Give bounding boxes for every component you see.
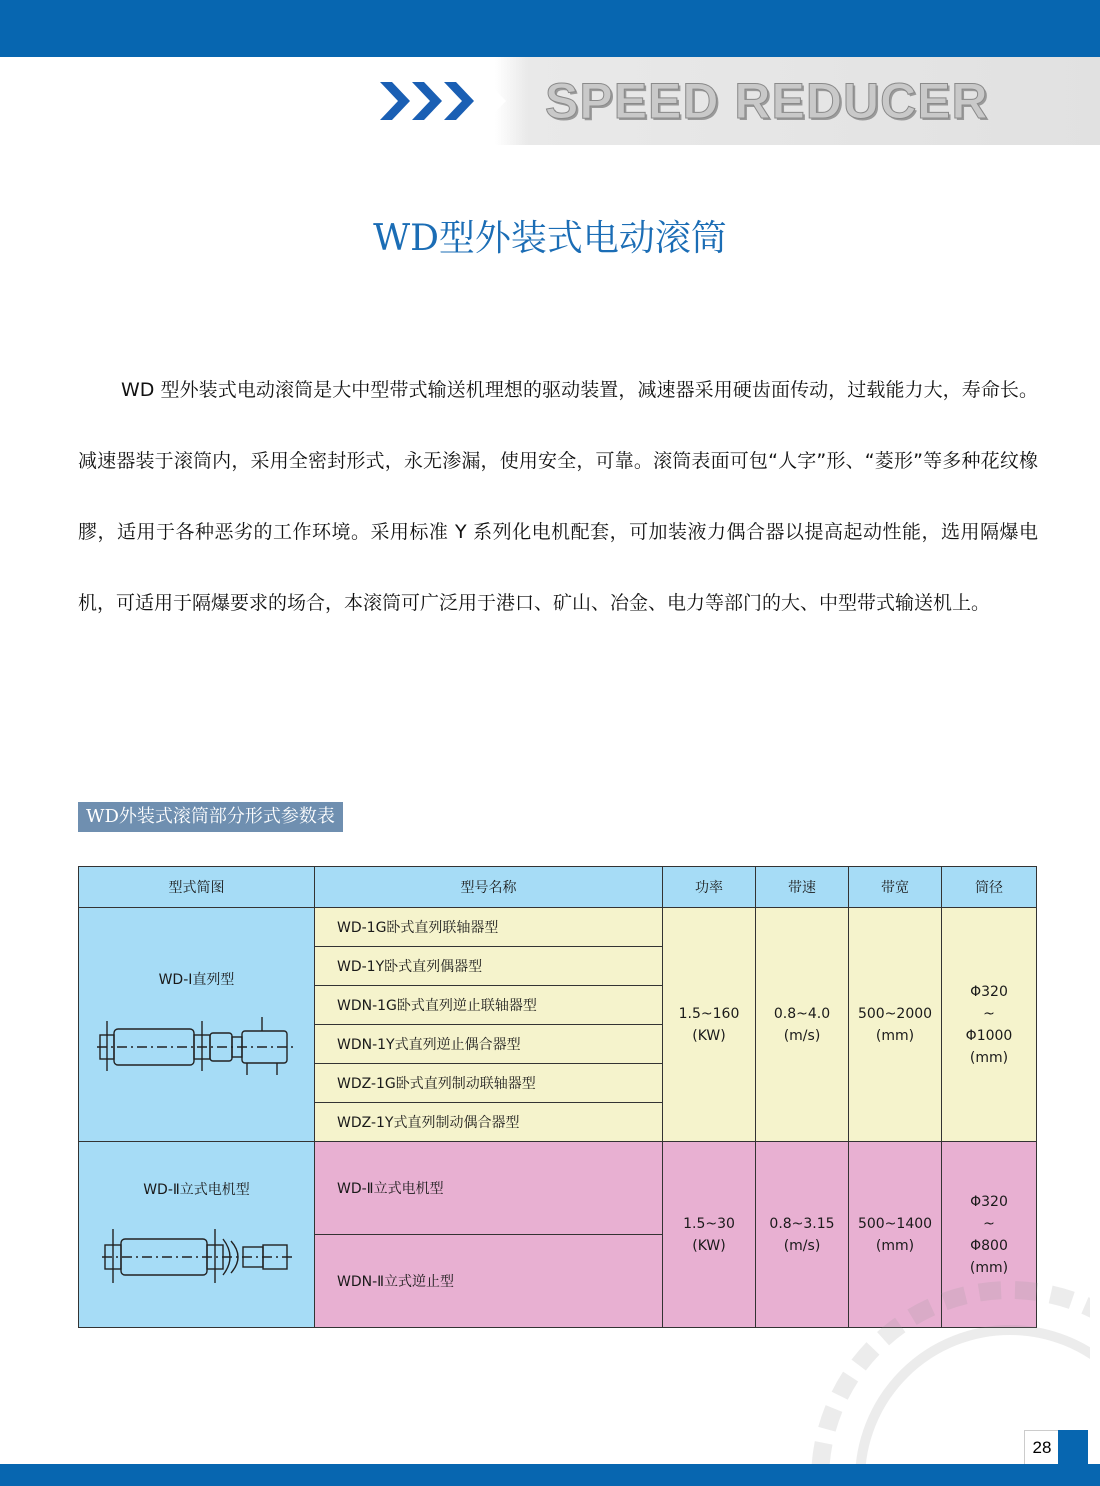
- model-cell: WDN-Ⅱ立式逆止型: [315, 1235, 663, 1328]
- group2-power-unit: (KW): [692, 1237, 726, 1254]
- group1-width-value: 500~2000: [857, 1005, 933, 1022]
- group1-width-unit: (mm): [875, 1027, 915, 1044]
- header-width: 带宽: [849, 867, 942, 908]
- table-row: [79, 1142, 1037, 1235]
- model-cell: WDZ-1Y式直列制动偶合器型: [315, 1103, 663, 1142]
- group2-name: WD-Ⅱ立式电机型: [143, 1181, 250, 1198]
- group2-power: [663, 1142, 756, 1328]
- group1-diagram-cell: [79, 908, 315, 1142]
- group2-dia-sep: ~: [983, 1215, 995, 1232]
- vertical-motor-drum-diagram-icon: [97, 1221, 297, 1291]
- intro-paragraph: WD 型外装式电动滚筒是大中型带式输送机理想的驱动装置，减速器采用硬齿面传动，过载能力大，寿命长。减速器装于滚筒内，采用全密封形式，永无渗漏，使用安全，可靠。滚筒表面可包“人字”形、“菱形”等多种花纹橡膠，适用于各种恶劣的工作环境。采用标准 Y 系列化电机配套，可加装液力偶合器以提高起动性能，选用隔爆电机，可适用于隔爆要求的场合，本滚筒可广泛用于港口、矿山、冶金、电力等部门的大、中型带式输送机上。: [78, 379, 1038, 614]
- bottom-bar: [0, 1464, 1100, 1486]
- group1-dia-min: Φ320: [970, 983, 1008, 1000]
- group1-name: WD-Ⅰ直列型: [158, 971, 235, 988]
- group1-speed-unit: (m/s): [783, 1027, 821, 1044]
- header-diameter: 筒径: [942, 867, 1037, 908]
- page-title: WD型外装式电动滚筒: [373, 218, 727, 259]
- group1-dia-unit: (mm): [969, 1049, 1009, 1066]
- group2-dia-unit: (mm): [969, 1259, 1009, 1276]
- group1-dia-sep: ~: [983, 1005, 995, 1022]
- group2-speed-value: 0.8~3.15: [769, 1215, 835, 1232]
- header-power: 功率: [663, 867, 756, 908]
- header-diagram: 型式简图: [79, 867, 315, 908]
- chevron-arrows-icon: [380, 82, 474, 120]
- header-model: 型号名称: [315, 867, 663, 908]
- model-cell: WDN-1Y式直列逆止偶合器型: [315, 1025, 663, 1064]
- header-speed: 带速: [756, 867, 849, 908]
- group1-power: [663, 908, 756, 1142]
- top-bar: [0, 0, 1100, 57]
- table-row: [79, 908, 1037, 947]
- group2-power-value: 1.5~30: [683, 1215, 735, 1232]
- group1-speed: [756, 908, 849, 1142]
- group2-dia-min: Φ320: [970, 1193, 1008, 1210]
- group2-width-unit: (mm): [875, 1237, 915, 1254]
- model-cell: WDN-1G卧式直列逆止联轴器型: [315, 986, 663, 1025]
- page-number-tab: [1058, 1430, 1088, 1464]
- group2-speed-unit: (m/s): [783, 1237, 821, 1254]
- group2-width-value: 500~1400: [857, 1215, 933, 1232]
- group1-power-value: 1.5~160: [678, 1005, 740, 1022]
- group1-power-unit: (KW): [692, 1027, 726, 1044]
- group1-speed-value: 0.8~4.0: [773, 1005, 831, 1022]
- group1-diameter: [942, 908, 1037, 1142]
- model-cell: WD-1Y卧式直列偶器型: [315, 947, 663, 986]
- group2-diagram-cell: [79, 1142, 315, 1328]
- model-cell: WD-1G卧式直列联轴器型: [315, 908, 663, 947]
- group1-width: [849, 908, 942, 1142]
- group1-dia-max: Φ1000: [965, 1027, 1013, 1044]
- inline-drum-diagram-icon: [92, 1011, 302, 1081]
- model-cell: WD-Ⅱ立式电机型: [315, 1142, 663, 1235]
- page-number: 28: [1024, 1430, 1060, 1466]
- group2-dia-max: Φ800: [970, 1237, 1008, 1254]
- banner-title: SPEED REDUCER: [545, 73, 989, 129]
- table-header-row: [79, 867, 1037, 908]
- model-cell: WDZ-1G卧式直列制动联轴器型: [315, 1064, 663, 1103]
- table-caption: WD外装式滚筒部分形式参数表: [78, 802, 343, 832]
